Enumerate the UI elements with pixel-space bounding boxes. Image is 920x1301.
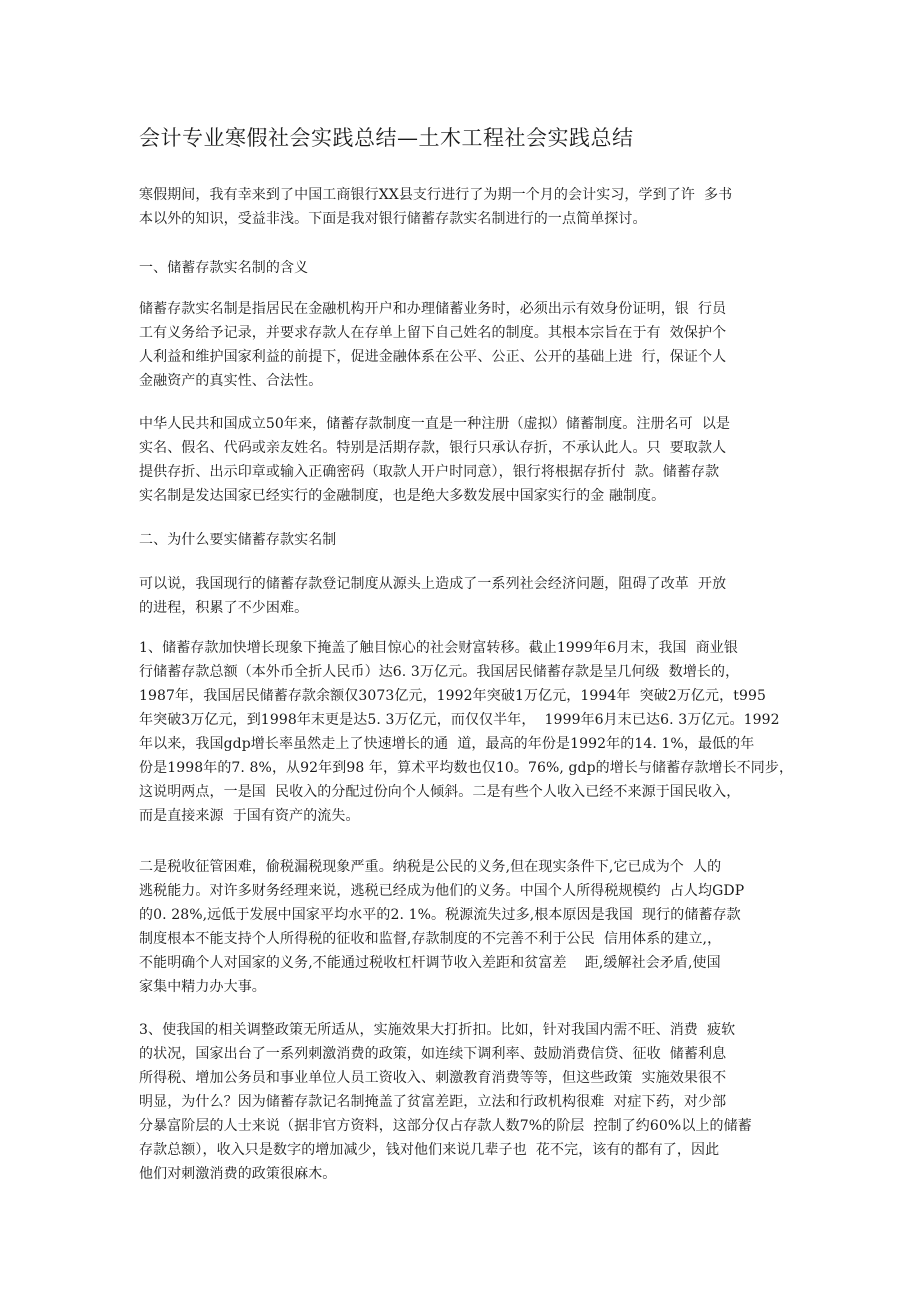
text-line: 所得税、增加公务员和事业单位人员工资收入、刺激教育消费等等，但这些政策 实施效果很不 (139, 1070, 727, 1086)
text-line: 的0. 28%,远低于发展中国家平均水平的2. 1%。税源流失过多,根本原因是我国 现行的储蓄存款 (139, 907, 741, 923)
text-line: 实名制是发达国家已经实行的金融制度，也是绝大多数发展中国家实行的金 融制度。 (139, 488, 666, 504)
text-line: 家集中精力办大事。 (139, 979, 266, 995)
text-line: 1987年，我国居民储蓄存款余额仅3073亿元，1992年突破1万亿元，1994年 突破2万亿元，t995 (139, 688, 766, 704)
paragraph-point-2 (139, 855, 789, 999)
text-line: 年以来，我国gdp增长率虽然走上了快速增长的通 道，最高的年份是1992年的14. 1%，最低的年 (139, 736, 755, 752)
text-line: 不能明确个人对国家的义务,不能通过税收杠杆调节收入差距和贫富差 距,缓解社会矛盾,使国 (139, 955, 721, 971)
text-line: 的状况，国家出台了一系列刺激消费的政策，如连续下调利率、鼓励消费信贷、征收 储蓄利息 (139, 1046, 727, 1062)
text-line: 3、使我国的相关调整政策无所适从，实施效果大打折扣。比如，针对我国内需不旺、消费 疲软 (139, 1022, 736, 1038)
text-line: 实名、假名、代码或亲友姓名。特别是活期存款，银行只承认存折，不承认此人。只 要取款人 (139, 440, 727, 456)
text-line: 年突破3万亿元，到1998年末更是达5. 3万亿元，而仅仅半年， 1999年6月末已达6. 3万亿元。1992 (139, 712, 780, 728)
text-line: 明显，为什么？因为储蓄存款记名制掩盖了贫富差距，立法和行政机构很难 对症下药，对少部 (139, 1094, 727, 1110)
text-line: 中华人民共和国成立50年来，储蓄存款制度一直是一种注册（虚拟）储蓄制度。注册名可 以是 (139, 416, 731, 432)
document-title: 会计专业寒假社会实践总结—土木工程社会实践总结 (139, 126, 634, 150)
paragraph-point-1 (139, 636, 794, 828)
text-line: 可以说，我国现行的储蓄存款登记制度从源头上造成了一系列社会经济问题，阻碍了改革 开放 (139, 576, 727, 592)
text-line: 他们对刺激消费的政策很麻木。 (139, 1166, 337, 1182)
text-line: 份是1998年的7. 8%，从92年到98 年，算术平均数也仅10。76%, gdp的增长与储蓄存款增长不同步， (139, 760, 794, 776)
text-line: 本以外的知识，受益非浅。下面是我对银行储蓄存款实名制进行的一点简单探讨。 (139, 211, 647, 227)
text-line: 金融资产的真实性、合法性。 (139, 373, 323, 389)
text-line: 而是直接来源 于国有资产的流失。 (139, 808, 360, 824)
text-line: 存款总额），收入只是数字的增加减少，钱对他们来说几辈子也 花不完，该有的都有了，因此 (139, 1142, 720, 1158)
text-line: 二是税收征管困难，偷税漏税现象严重。纳税是公民的义务,但在现实条件下,它已成为个 人的 (139, 859, 722, 875)
text-line: 人利益和维护国家利益的前提下，促进金融体系在公平、公正、公开的基础上进 行，保证个人 (139, 349, 727, 365)
text-line: 逃税能力。对许多财务经理来说，逃税已经成为他们的义务。中国个人所得税规模约 占人均GDP (139, 883, 745, 899)
text-line: 分暴富阶层的人士来说（据非官方资料，这部分仅占存款人数7%的阶层 控制了约60%以上的储蓄 (139, 1118, 752, 1134)
section-heading-2 (139, 528, 789, 552)
heading-text: 二、为什么要实储蓄存款实名制 (139, 532, 337, 548)
text-line: 的进程，积累了不少困难。 (139, 600, 309, 616)
text-line: 1、储蓄存款加快增长现象下掩盖了触目惊心的社会财富转移。截止1999年6月末，我国 商业银 (139, 640, 738, 656)
section-heading-1 (139, 256, 789, 280)
paragraph-history (139, 412, 789, 508)
text-line: 行储蓄存款总额（本外币全折人民币）达6. 3万亿元。我国居民储蓄存款是呈几何级 数增长的， (139, 664, 740, 680)
text-line: 提供存折、出示印章或输入正确密码（取款人开户时同意），银行将根据存折付 款。储蓄存款 (139, 464, 720, 480)
paragraph-overview (139, 572, 789, 620)
paragraph-point-3 (139, 1018, 789, 1186)
paragraph-definition (139, 297, 789, 393)
text-line: 制度根本不能支持个人所得税的征收和监督,存款制度的不完善不利于公民 信用体系的建立,， (139, 931, 722, 947)
text-line: 寒假期间，我有幸来到了中国工商银行XX县支行进行了为期一个月的会计实习，学到了许 多书 (139, 187, 733, 203)
text-line: 这说明两点，一是国 民收入的分配过份向个人倾斜。二是有些个人收入已经不来源于国民收入， (139, 784, 741, 800)
intro-paragraph (139, 183, 789, 231)
text-line: 工有义务给予记录，并要求存款人在存单上留下自己姓名的制度。其根本宗旨在于有 效保护个 (139, 325, 727, 341)
heading-text: 一、储蓄存款实名制的含义 (139, 260, 309, 276)
text-line: 储蓄存款实名制是指居民在金融机构开户和办理储蓄业务时，必须出示有效身份证明，银 行员 (139, 301, 727, 317)
